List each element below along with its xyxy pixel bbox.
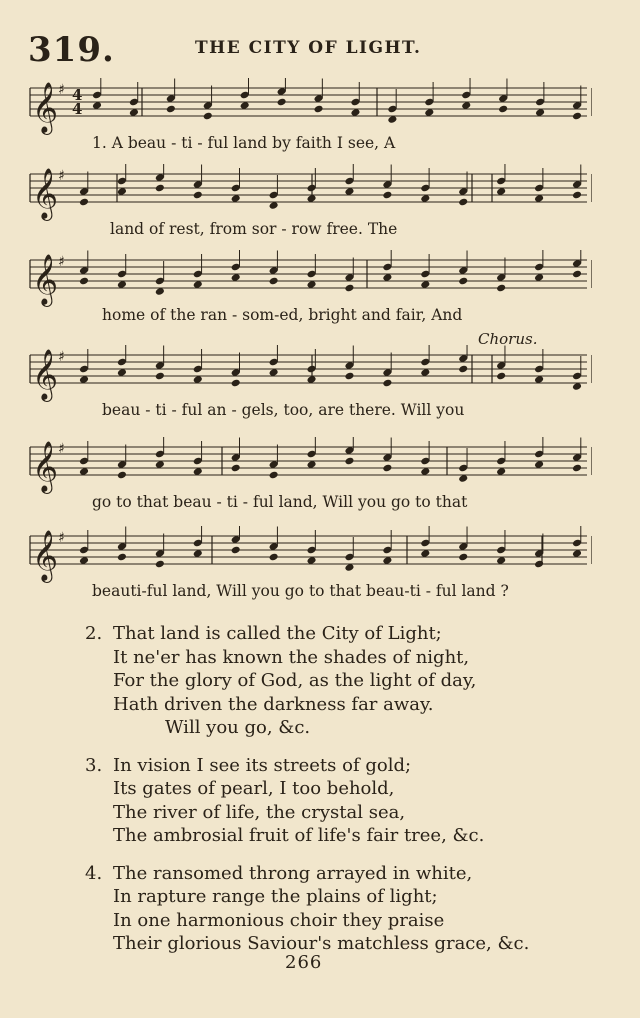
svg-text:𝄞: 𝄞	[32, 530, 59, 581]
verse-line: That land is called the City of Light;	[113, 623, 442, 644]
verse-line: The ambrosial fruit of life's fair tree, &c.	[113, 825, 485, 846]
lyrics-line-1: 1. A beau - ti - ful land by faith I see, A	[92, 134, 396, 152]
hymn-header	[0, 30, 640, 70]
verse-line: In one harmonious choir they praise	[113, 909, 445, 931]
lyrics-line-6: beauti-ful land, Will you go to that beau-ti - ful land ?	[92, 582, 509, 600]
verse-line: It ne'er has known the shades of night,	[113, 646, 470, 668]
svg-text:𝄞: 𝄞	[32, 441, 59, 492]
svg-text:♯: ♯	[58, 82, 65, 98]
chorus-label: Chorus.	[478, 330, 538, 348]
page-number: 266	[285, 952, 323, 973]
hymn-number: 319.	[28, 30, 115, 70]
svg-text:4: 4	[72, 100, 83, 118]
music-system-2	[22, 164, 592, 254]
svg-text:𝄞: 𝄞	[32, 349, 59, 400]
verse-number: 4.	[85, 862, 103, 884]
music-system-1	[22, 78, 592, 168]
staff-2	[22, 164, 592, 226]
svg-text:♯: ♯	[58, 168, 65, 184]
music-system-5	[22, 437, 592, 527]
hymn-title: THE CITY OF LIGHT.	[195, 38, 422, 58]
svg-text:♯: ♯	[58, 530, 65, 546]
verse-number: 2.	[85, 623, 103, 644]
svg-text:4: 4	[72, 86, 83, 104]
verses	[85, 622, 605, 970]
svg-text:♯: ♯	[58, 349, 65, 365]
svg-text:♯: ♯	[58, 254, 65, 270]
svg-text:𝄞: 𝄞	[32, 254, 59, 305]
verse-line: Hath driven the darkness far away.	[113, 693, 434, 715]
verse-3	[85, 754, 605, 848]
verse-line: For the glory of God, as the light of day,	[113, 670, 477, 691]
music-system-6	[22, 526, 592, 616]
lyrics-line-4: beau - ti - ful an - gels, too, are there. Will you	[102, 401, 465, 419]
verse-line: The river of life, the crystal sea,	[113, 801, 406, 823]
lyrics-line-5: go to that beau - ti - ful land, Will you go to that	[92, 493, 468, 511]
svg-text:♯: ♯	[58, 441, 65, 457]
verse-line: The ransomed throng arrayed in white,	[113, 862, 473, 884]
svg-text:𝄞: 𝄞	[32, 168, 59, 219]
staff-3	[22, 250, 592, 312]
verse-4	[85, 862, 605, 956]
verse-line: Their glorious Saviour's matchless grace, &c.	[113, 933, 530, 954]
staff-5	[22, 437, 592, 499]
staff-6	[22, 526, 592, 588]
verse-2	[85, 622, 605, 740]
staff-1	[22, 78, 592, 140]
lyrics-line-3: home of the ran - som-ed, bright and fair, And	[102, 306, 463, 324]
verse-line: In vision I see its streets of gold;	[113, 754, 412, 776]
verse-line: In rapture range the plains of light;	[113, 886, 438, 907]
verse-line: Its gates of pearl, I too behold,	[113, 778, 395, 799]
music-system-4	[22, 345, 592, 435]
staff-4	[22, 345, 592, 407]
music-system-3	[22, 250, 592, 340]
verse-refrain: Will you go, &c.	[165, 717, 311, 738]
svg-text:𝄞: 𝄞	[32, 82, 59, 133]
verse-number: 3.	[85, 754, 103, 776]
lyrics-line-2: land of rest, from sor - row free. The	[110, 220, 398, 238]
